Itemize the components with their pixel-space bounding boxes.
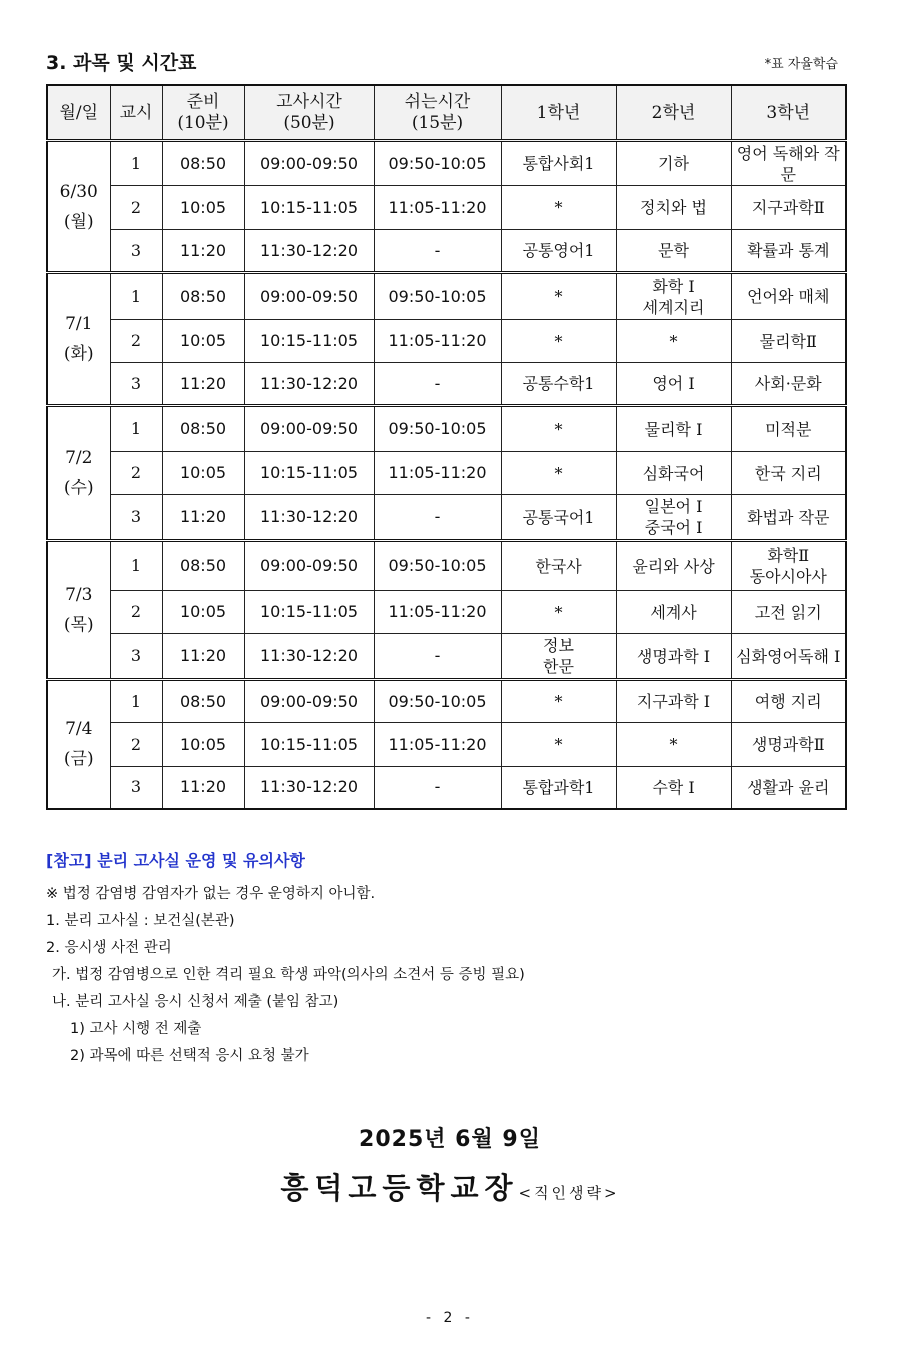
exam-time-cell: 10:15-11:05 (244, 452, 374, 495)
subject-name: 영어 독해와 작문 (736, 143, 840, 184)
grade-1-subject-cell (501, 320, 616, 363)
rest-time-cell: 11:05-11:20 (374, 591, 501, 634)
rest-time-cell: 09:50-10:05 (374, 680, 501, 723)
subject-name: * (669, 331, 678, 351)
period-cell: 1 (110, 273, 162, 320)
day-group (47, 680, 846, 809)
date-cell (47, 273, 110, 406)
subject-name: 문학 (658, 241, 689, 260)
subject-name-alt: 동아시아사 (749, 567, 827, 586)
notes-line: 가. 법정 감염병으로 인한 격리 필요 학생 파악(의사의 소견서 등 증빙 필요) (52, 967, 525, 983)
prep-time-cell: 08:50 (162, 273, 244, 320)
grade-1-subject-cell (501, 230, 616, 273)
grade-3-subject-cell (731, 541, 846, 591)
grade-1-subject-cell (501, 186, 616, 230)
grade-1-subject-cell (501, 680, 616, 723)
table-row (47, 680, 846, 723)
grade-3-subject-cell (731, 767, 846, 809)
rest-time-cell: - (374, 634, 501, 680)
grade-2-subject-cell (616, 723, 731, 767)
subject-name: 물리학 I (644, 419, 703, 439)
date-value: 7/3 (65, 585, 93, 605)
day-group (47, 541, 846, 680)
notes-line: 나. 분리 고사실 응시 신청서 제출 (붙임 참고) (52, 994, 339, 1010)
period-cell: 3 (110, 363, 162, 406)
subject-name-alt: 한문 (543, 657, 574, 676)
subject-name: * (554, 692, 563, 711)
table-row (47, 406, 846, 452)
header-prep (162, 85, 244, 141)
grade-2-subject-cell (616, 320, 731, 363)
period-cell: 2 (110, 723, 162, 767)
subject-name: 한국 지리 (754, 463, 822, 483)
exam-schedule-table (46, 84, 847, 810)
grade-1-subject-cell (501, 452, 616, 495)
grade-1-subject-cell (501, 723, 616, 767)
subject-name: 영어 I (652, 374, 695, 393)
rest-time-cell: - (374, 230, 501, 273)
grade-2-subject-cell (616, 230, 731, 273)
header-grade-3: 3학년 (731, 85, 846, 141)
subject-name-alt: 세계지리 (642, 297, 705, 317)
grade-2-subject-cell (616, 363, 731, 406)
grade-3-subject-cell (731, 363, 846, 406)
subject-name: 일본어 I (644, 497, 703, 516)
date-value: 7/4 (65, 719, 93, 740)
period-cell: 3 (110, 230, 162, 273)
header-grade-2: 2학년 (616, 85, 731, 141)
exam-time-cell: 10:15-11:05 (244, 320, 374, 363)
prep-time-cell: 08:50 (162, 141, 244, 186)
weekday-value: (수) (63, 478, 94, 498)
table-row (47, 273, 846, 320)
subject-name: 공통수학1 (522, 374, 595, 393)
table-row (47, 495, 846, 541)
prep-time-cell: 10:05 (162, 452, 244, 495)
grade-1-subject-cell (501, 634, 616, 680)
weekday-value: (목) (63, 615, 94, 635)
subject-name: 생활과 윤리 (747, 777, 830, 797)
exam-time-cell: 09:00-09:50 (244, 680, 374, 723)
prep-time-cell: 08:50 (162, 406, 244, 452)
period-cell: 1 (110, 680, 162, 723)
grade-3-subject-cell (731, 680, 846, 723)
grade-3-subject-cell (731, 320, 846, 363)
rest-time-cell: - (374, 767, 501, 809)
subject-name: 생명과학Ⅱ (751, 735, 825, 754)
subject-name-alt: 중국어 I (644, 518, 703, 537)
subject-name: 공통영어1 (522, 241, 595, 260)
weekday-value: (월) (63, 211, 94, 232)
period-cell: 3 (110, 634, 162, 680)
exam-time-cell: 10:15-11:05 (244, 723, 374, 767)
grade-2-subject-cell (616, 273, 731, 320)
date-value: 7/2 (65, 448, 93, 468)
date-value: 6/30 (59, 181, 98, 202)
grade-2-subject-cell (616, 495, 731, 541)
day-group (47, 273, 846, 406)
grade-3-subject-cell (731, 230, 846, 273)
exam-time-cell: 11:30-12:20 (244, 634, 374, 680)
exam-time-cell: 09:00-09:50 (244, 141, 374, 186)
prep-time-cell: 11:20 (162, 230, 244, 273)
grade-1-subject-cell (501, 273, 616, 320)
prep-time-cell: 08:50 (162, 680, 244, 723)
grade-2-subject-cell (616, 186, 731, 230)
header-exam-time (244, 85, 374, 141)
day-group (47, 141, 846, 273)
subject-name: 화법과 작문 (747, 507, 830, 527)
subject-name: 통합사회1 (522, 154, 595, 173)
weekday-value: (화) (63, 344, 94, 364)
header-period: 교시 (110, 85, 162, 141)
prep-time-cell: 10:05 (162, 723, 244, 767)
date-cell (47, 141, 110, 273)
grade-1-subject-cell (501, 591, 616, 634)
table-row (47, 230, 846, 273)
header-rest-label: 쉬는시간 (404, 91, 471, 112)
period-cell: 2 (110, 452, 162, 495)
subject-name: 한국사 (535, 556, 582, 576)
issue-date: 2025년 6월 9일 (359, 1127, 541, 1152)
table-row (47, 363, 846, 406)
subject-name: 화학 I (652, 276, 695, 296)
subject-name: 언어와 매체 (747, 287, 830, 306)
subject-name: 사회·문화 (754, 374, 822, 393)
subject-name: 심화국어 (642, 463, 705, 483)
table-row (47, 541, 846, 591)
header-rest-duration: (15분) (411, 112, 464, 133)
subject-name: 기하 (658, 154, 689, 173)
subject-name: * (554, 735, 563, 754)
exam-time-cell: 11:30-12:20 (244, 495, 374, 541)
subject-name: 화학Ⅱ (767, 546, 810, 565)
exam-time-cell: 10:15-11:05 (244, 591, 374, 634)
prep-time-cell: 10:05 (162, 320, 244, 363)
rest-time-cell: 11:05-11:20 (374, 186, 501, 230)
prep-time-cell: 11:20 (162, 495, 244, 541)
header-prep-duration: (10분) (177, 112, 229, 133)
header-exam-duration: (50분) (283, 112, 335, 133)
period-cell: 2 (110, 591, 162, 634)
subject-name: 여행 지리 (754, 692, 822, 711)
prep-time-cell: 10:05 (162, 591, 244, 634)
header-grade-1: 1학년 (501, 85, 616, 141)
rest-time-cell: 09:50-10:05 (374, 141, 501, 186)
grade-2-subject-cell (616, 591, 731, 634)
period-cell: 1 (110, 541, 162, 591)
subject-name: 지구과학 I (636, 692, 711, 711)
date-cell (47, 680, 110, 809)
table-row (47, 767, 846, 809)
notes-line: 2) 과목에 따른 선택적 응시 요청 불가 (70, 1048, 309, 1064)
rest-time-cell: - (374, 363, 501, 406)
prep-time-cell: 11:20 (162, 767, 244, 809)
grade-2-subject-cell (616, 406, 731, 452)
grade-1-subject-cell (501, 141, 616, 186)
grade-3-subject-cell (731, 634, 846, 680)
subject-name: 심화영어독해 I (736, 646, 841, 666)
period-cell: 2 (110, 186, 162, 230)
grade-2-subject-cell (616, 634, 731, 680)
grade-3-subject-cell (731, 452, 846, 495)
subject-name: 정치와 법 (640, 198, 707, 217)
subject-name: * (554, 463, 563, 483)
subject-name: 윤리와 사상 (632, 556, 715, 576)
period-cell: 1 (110, 406, 162, 452)
subject-name: * (554, 198, 563, 217)
principal-title: 흥덕고등학교장 (280, 1171, 519, 1205)
subject-name: 수학 I (652, 777, 695, 797)
seal-omitted-note: <직인생략> (518, 1184, 620, 1202)
date-cell (47, 541, 110, 680)
subject-name: 지구과학Ⅱ (751, 198, 825, 217)
header-exam-label: 고사시간 (276, 91, 342, 112)
subject-name: * (669, 735, 678, 754)
section-title: 3. 과목 및 시간표 (46, 52, 197, 74)
grade-2-subject-cell (616, 680, 731, 723)
header-date: 월/일 (47, 85, 110, 141)
subject-name: 공통국어1 (522, 507, 595, 527)
period-cell: 3 (110, 495, 162, 541)
header-prep-label: 준비 (186, 91, 220, 112)
grade-3-subject-cell (731, 495, 846, 541)
table-row (47, 186, 846, 230)
signature-block (0, 1166, 900, 1207)
period-cell: 1 (110, 141, 162, 186)
subject-name: * (554, 602, 563, 622)
notes-line: 1) 고사 시행 전 제출 (70, 1021, 202, 1037)
notes-line: 2. 응시생 사전 관리 (46, 940, 172, 956)
rest-time-cell: 11:05-11:20 (374, 452, 501, 495)
date-value: 7/1 (65, 314, 93, 334)
subject-name: * (554, 287, 563, 306)
period-cell: 3 (110, 767, 162, 809)
prep-time-cell: 11:20 (162, 634, 244, 680)
rest-time-cell: 09:50-10:05 (374, 273, 501, 320)
grade-2-subject-cell (616, 767, 731, 809)
grade-3-subject-cell (731, 273, 846, 320)
table-row (47, 591, 846, 634)
grade-3-subject-cell (731, 141, 846, 186)
exam-time-cell: 09:00-09:50 (244, 541, 374, 591)
exam-time-cell: 11:30-12:20 (244, 230, 374, 273)
prep-time-cell: 10:05 (162, 186, 244, 230)
grade-1-subject-cell (501, 541, 616, 591)
grade-1-subject-cell (501, 406, 616, 452)
subject-name: 확률과 통계 (747, 241, 830, 260)
subject-name: 정보 (543, 636, 574, 655)
subject-name: 세계사 (650, 602, 697, 622)
grade-2-subject-cell (616, 141, 731, 186)
table-row (47, 320, 846, 363)
rest-time-cell: 09:50-10:05 (374, 541, 501, 591)
rest-time-cell: - (374, 495, 501, 541)
notes-line: ※ 법정 감염병 감염자가 없는 경우 운영하지 아니함. (46, 886, 376, 902)
self-study-note: *표 자율학습 (764, 57, 838, 72)
grade-2-subject-cell (616, 541, 731, 591)
grade-3-subject-cell (731, 723, 846, 767)
grade-1-subject-cell (501, 363, 616, 406)
grade-2-subject-cell (616, 452, 731, 495)
table-row (47, 452, 846, 495)
grade-1-subject-cell (501, 767, 616, 809)
period-cell: 2 (110, 320, 162, 363)
subject-name: 물리학Ⅱ (759, 331, 817, 351)
exam-time-cell: 11:30-12:20 (244, 363, 374, 406)
grade-3-subject-cell (731, 186, 846, 230)
notes-section (46, 848, 525, 1070)
date-cell (47, 406, 110, 541)
notes-heading: [참고] 분리 고사실 운영 및 유의사항 (46, 851, 305, 870)
table-row (47, 723, 846, 767)
notes-line: 1. 분리 고사실 : 보건실(본관) (46, 913, 235, 929)
subject-name: 통합과학1 (522, 777, 595, 797)
exam-time-cell: 10:15-11:05 (244, 186, 374, 230)
grade-1-subject-cell (501, 495, 616, 541)
rest-time-cell: 11:05-11:20 (374, 723, 501, 767)
prep-time-cell: 11:20 (162, 363, 244, 406)
rest-time-cell: 11:05-11:20 (374, 320, 501, 363)
subject-name: 생명과학 I (636, 646, 711, 666)
weekday-value: (금) (63, 749, 94, 770)
exam-time-cell: 11:30-12:20 (244, 767, 374, 809)
page-number: - 2 - (426, 1310, 474, 1326)
subject-name: * (554, 331, 563, 351)
subject-name: 고전 읽기 (754, 602, 822, 622)
subject-name: * (554, 419, 563, 439)
day-group (47, 406, 846, 541)
exam-time-cell: 09:00-09:50 (244, 273, 374, 320)
subject-name: 미적분 (765, 419, 812, 439)
table-row (47, 634, 846, 680)
header-rest-time (374, 85, 501, 141)
exam-time-cell: 09:00-09:50 (244, 406, 374, 452)
rest-time-cell: 09:50-10:05 (374, 406, 501, 452)
table-header-row (47, 85, 846, 141)
grade-3-subject-cell (731, 591, 846, 634)
grade-3-subject-cell (731, 406, 846, 452)
table-row (47, 141, 846, 186)
prep-time-cell: 08:50 (162, 541, 244, 591)
